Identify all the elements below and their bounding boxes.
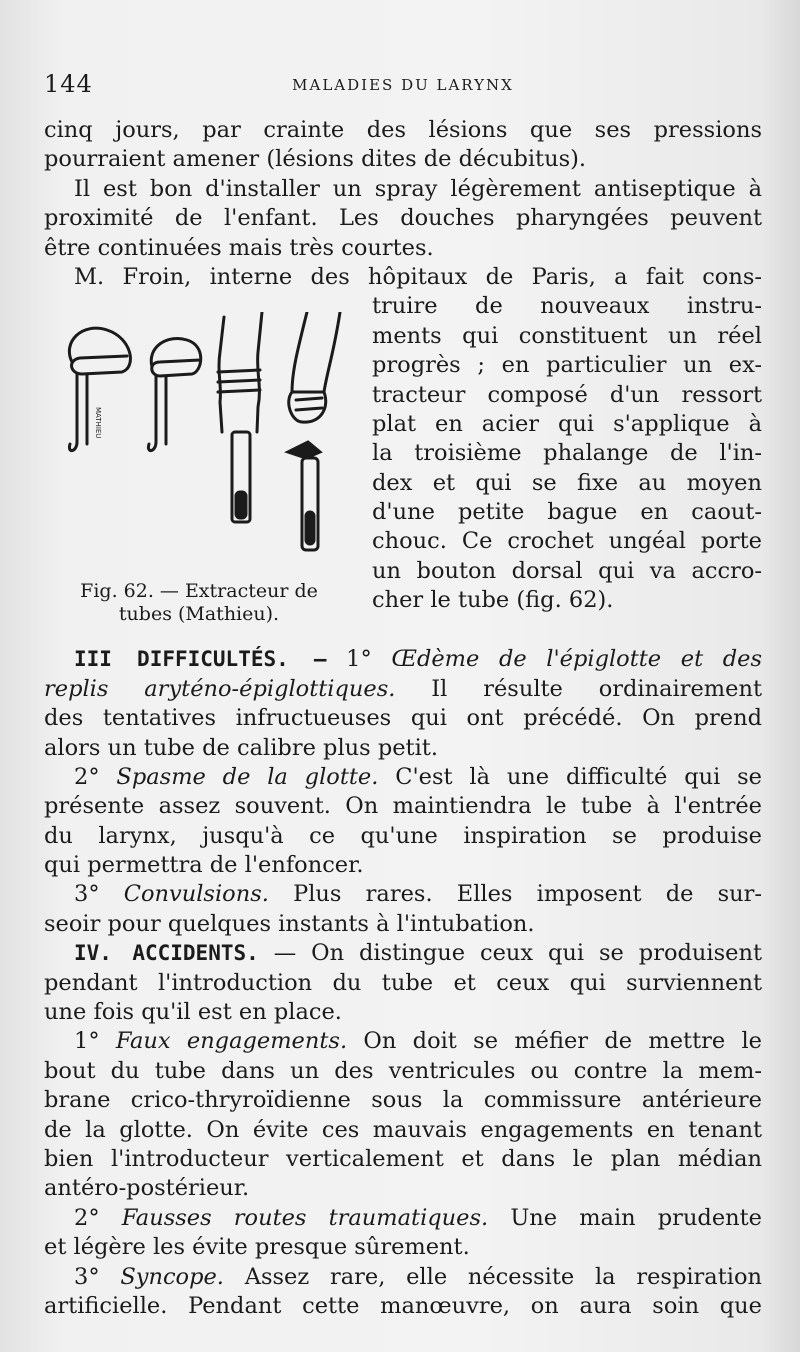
text-line: cinq jours, par crainte des lésions que ses pressions bbox=[44, 117, 762, 143]
caption-line: Fig. 62. — Extracteur de bbox=[80, 580, 318, 603]
item-number: 1° bbox=[346, 646, 372, 673]
text-line: truire de nouveaux instru- bbox=[372, 293, 762, 320]
text-line: plat en acier qui s'applique à bbox=[372, 410, 762, 437]
item-text: Il résulte ordinairement bbox=[431, 675, 762, 702]
item-number: 2° bbox=[74, 1204, 100, 1231]
item-title: Faux engagements. bbox=[115, 1028, 348, 1055]
item-text: Assez rare, elle nécessite la respiration bbox=[244, 1263, 762, 1290]
text-line bbox=[44, 675, 762, 704]
text-line: un bouton dorsal qui va accro- bbox=[372, 557, 762, 584]
text-line: être continuées mais très courtes. bbox=[44, 234, 434, 261]
text-line: brane crico-thryroïdienne sous la commissure antérieure bbox=[44, 1087, 762, 1114]
item-title: Œdème de l'épiglotte et des bbox=[391, 646, 762, 673]
figure-caption bbox=[44, 580, 354, 626]
text-line: progrès ; en particulier un ex- bbox=[372, 352, 762, 379]
text-line bbox=[44, 1204, 762, 1233]
text-line: alors un tube de calibre plus petit. bbox=[44, 734, 438, 761]
item-title: replis aryténo-épiglottiques. bbox=[44, 675, 396, 702]
text-line: des tentatives infructueuses qui ont précédé. On prend bbox=[44, 705, 762, 732]
text-line: bien l'introducteur verticalement et dans le plan médian bbox=[44, 1145, 762, 1172]
figure-block bbox=[44, 292, 762, 645]
page-number: 144 bbox=[44, 70, 93, 98]
text-line: chouc. Ce crochet ungéal porte bbox=[372, 528, 762, 555]
item-number: 2° bbox=[74, 763, 100, 790]
item-text: Plus rares. Elles imposent de sur- bbox=[293, 881, 762, 908]
text-line: d'une petite bague en caout- bbox=[372, 499, 762, 526]
text-line: de la glotte. On évite ces mauvais engagements en tenant bbox=[44, 1116, 762, 1143]
section-heading-4: IV. ACCIDENTS. bbox=[74, 941, 259, 966]
text-line: Il est bon d'installer un spray légèrement antiseptique à bbox=[74, 175, 762, 202]
item-title: Fausses routes traumatiques. bbox=[121, 1204, 489, 1231]
text-line: seoir pour quelques instants à l'intubation. bbox=[44, 910, 535, 937]
text-line: présente assez souvent. On maintiendra le tube à l'entrée bbox=[44, 793, 762, 820]
text-line: antéro-postérieur. bbox=[44, 1175, 250, 1202]
text-line bbox=[44, 939, 762, 968]
text-line bbox=[44, 763, 762, 792]
text-line: ments qui constituent un réel bbox=[372, 322, 762, 349]
item-title: Convulsions. bbox=[123, 881, 269, 908]
text-line bbox=[44, 880, 762, 909]
figure-62 bbox=[44, 292, 354, 645]
text-line: tracteur composé d'un ressort bbox=[372, 381, 762, 408]
text-line: du larynx, jusqu'à ce qu'une inspiration se produise bbox=[44, 822, 762, 849]
wrapped-paragraph bbox=[372, 292, 762, 615]
text-line bbox=[44, 1263, 762, 1292]
text-line: pendant l'introduction du tube et ceux qui surviennent bbox=[44, 969, 762, 996]
text-line: artificielle. Pendant cette manœuvre, on aura soin que bbox=[44, 1292, 762, 1319]
text-line bbox=[44, 645, 762, 674]
section-heading-3: III DIFFICULTÉS. — bbox=[74, 647, 327, 672]
item-text: C'est là une difficulté qui se bbox=[395, 763, 762, 790]
text-line: M. Froin, interne des hôpitaux de Paris, a fait cons- bbox=[74, 263, 762, 290]
text-line: la troisième phalange de l'in- bbox=[372, 440, 762, 467]
item-number: 3° bbox=[74, 1263, 100, 1290]
text-line: bout du tube dans un des ventricules ou contre la mem- bbox=[44, 1057, 762, 1084]
text-line: proximité de l'enfant. Les douches pharyngées peuvent bbox=[44, 205, 762, 232]
running-title: MALADIES DU LARYNX bbox=[292, 76, 514, 94]
section-text: — On distingue ceux qui se produisent bbox=[273, 940, 762, 967]
text-line: et légère les évite presque sûrement. bbox=[44, 1234, 470, 1261]
extractor-illustration bbox=[52, 312, 352, 572]
item-title: Syncope. bbox=[120, 1263, 224, 1290]
caption-line: tubes (Mathieu). bbox=[118, 603, 280, 626]
text-line bbox=[44, 1027, 762, 1056]
text-line: dex et qui se fixe au moyen bbox=[372, 469, 762, 496]
page-body bbox=[44, 116, 762, 1321]
item-text: On doit se méfier de mettre le bbox=[363, 1028, 762, 1055]
text-line: cher le tube (fig. 62). bbox=[372, 587, 614, 614]
text-line: une fois qu'il est en place. bbox=[44, 999, 342, 1026]
text-line: pourraient amener (lésions dites de décubitus). bbox=[44, 146, 587, 173]
page-header bbox=[44, 70, 762, 100]
item-number: 1° bbox=[74, 1028, 100, 1055]
item-number: 3° bbox=[74, 881, 100, 908]
text-line: qui permettra de l'enfoncer. bbox=[44, 852, 364, 879]
stamp-text: MATHIEU bbox=[94, 407, 102, 439]
item-text: Une main prudente bbox=[510, 1204, 762, 1231]
item-title: Spasme de la glotte. bbox=[116, 763, 379, 790]
